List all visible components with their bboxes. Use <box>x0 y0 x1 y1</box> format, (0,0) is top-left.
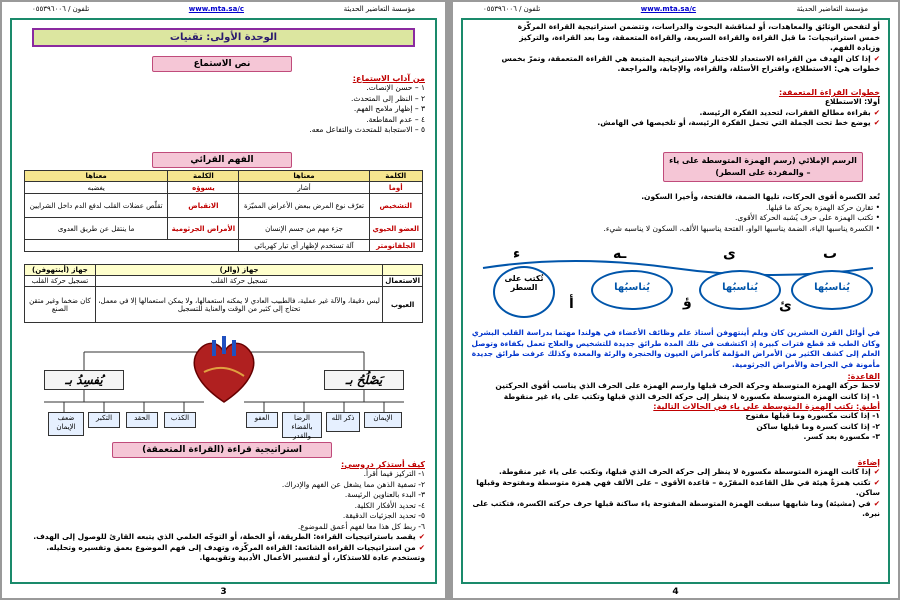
rule-line: لاحظ حركة الهمزة المتوسطة وحركة الحرف قبلها وارسم الهمزة على الحرف الذي يناسب أقوى الحركتين <box>495 381 880 390</box>
spelling-point: • تقارن حركة الهمزة بحركة ما قبلها. <box>765 202 880 212</box>
intro-line: أو لتفحص الوثائق والمعاهدات، أو لمناقشة البحوث والدراسات، وتتضمن استراتيجية القراءة المركّزة <box>517 22 880 31</box>
compare-header: جهاز (أينتهوفن) <box>25 265 96 276</box>
intro-line: خطوات هي: الاستطلاع، واقتراح الأسئلة، والقراءة، والإجابة، والمراجعة. <box>617 64 880 73</box>
check-arrow-icon: ✔ <box>873 467 880 476</box>
etiquette-3: ٣ – إظهار ملامح الفهم. <box>353 104 425 113</box>
diagram-right-label: يَصْلُحُ بـ <box>324 370 404 390</box>
hamza-diagram <box>473 246 878 326</box>
study-step-3: ٣- البدء بالعناوين الرئيسة. <box>344 490 425 499</box>
check-arrow-icon: ✔ <box>873 107 880 117</box>
spelling-title: الرسم الإملائي (رسم الهمزة المتوسطة على ياء – والمفردة على السطر) <box>663 152 863 182</box>
step-item-text: يوضع خط تحت الجملة التي تحمل الفكرة الرئيسة، أو تلخيصها في الهامش. <box>597 118 871 127</box>
vocab-table-wrap <box>24 170 423 252</box>
unit-title: الوحدة الأولى: تقنيات <box>32 28 415 47</box>
study-heading: كيف أستذكر دروسي: <box>341 460 425 469</box>
page-4 <box>453 2 898 598</box>
page-number: 4 <box>672 587 679 597</box>
header-phone: تلفون / ٠٥٥٣٩٦٠٠٦ <box>483 5 541 13</box>
page-header <box>32 5 415 16</box>
vocab-header: الكلمة <box>369 171 423 182</box>
header-phone: تلفون / ٠٥٥٣٩٦٠٠٦ <box>32 5 90 13</box>
rule-line: ١- إذا كانت الهمزة المتوسطة مكسورة لا ينظر إلى حركة الحرف الذي قبلها وتكتب على ياء غير منقوطة <box>503 391 880 401</box>
etiquette-2: ٢ – النظر إلى المتحدث. <box>350 93 425 103</box>
para-line: في أوائل القرن العشرين كان ويلم أينتهوفن أستاذ علم وظائف الأعضاء في هولندا مهتما بدراسة القلب البشري <box>471 328 880 337</box>
step-item <box>470 118 880 129</box>
listening-title: نص الاستماع <box>152 56 292 72</box>
para-line: وكان الطب قد قطع فترات كبيرة إذ اكتشفت في تلك المدة طرائق جديدة للتشخيص والعلاج تعمل بكفاءة وتوصل <box>471 338 880 348</box>
vocab-cell: تعرّف نوع المرض ببعض الأعراض المميّزة <box>239 194 369 218</box>
note-line <box>25 553 425 564</box>
bottom-letter: ئ <box>779 298 792 314</box>
intro-line: وزيادة الفهم. <box>830 43 880 52</box>
diagram-left-item: التكبر <box>88 412 120 428</box>
compare-cell: تسجيل حركة القلب <box>95 276 382 287</box>
header-website[interactable]: www.mta.sa/c <box>640 5 697 13</box>
extra-item <box>470 499 880 520</box>
extra-item-text: إذا كانت الهمزة المتوسطة مكسورة لا ينظر إلى حركة الحرف الذي قبلها، وتكتب على ياء غير منقوطة. <box>499 467 871 476</box>
check-arrow-icon: ✔ <box>873 53 880 63</box>
apply-item: ١- إذا كانت مكسورة وما قبلها مفتوح <box>745 411 880 420</box>
study-step-5: ٥- تحديد الجزئيات الدقيقة. <box>342 511 425 520</box>
etiquette-heading: من آداب الاستماع: <box>352 74 425 83</box>
intro-text: إذا كان الهدف من القراءة الاستعداد للاختبار فالاستراتيجية المتبعة هي القراءة المتعمقة، وتمرّ بخمس <box>501 53 871 63</box>
vocab-cell: التشخيص <box>369 194 423 218</box>
compare-cell: تسجيل حركة القلب <box>25 276 96 287</box>
step-item-text: بقراءة مطالع الفقرات، لتحديد الفكرة الرئيسة. <box>699 107 871 117</box>
page-header <box>483 5 868 16</box>
diagram-left-label: يُفسِدُ بـ <box>44 370 124 390</box>
header-company: مؤسسة التعاضير الحديثة <box>796 5 868 13</box>
note-text: وتستخدم عادة للاستذكار، أو لتفسير الأعمال الأدبية وتقويمها. <box>199 553 425 562</box>
header-company: مؤسسة التعاضير الحديثة <box>343 5 415 13</box>
step-1: أولا: الاستطلاع <box>824 97 880 106</box>
note-line <box>25 532 425 543</box>
top-letter: ى <box>723 246 736 262</box>
etiquette-section <box>25 74 425 136</box>
vocab-cell: يسوؤه <box>168 182 239 194</box>
step-item <box>470 108 880 119</box>
vocab-cell: ما ينتقل عن طريق العدوى <box>25 218 168 240</box>
extra-item <box>470 467 880 478</box>
diagram-left-item: ضعف الإيمان <box>48 412 84 436</box>
para-line: مأمونة في الجراحة والأمراض الجرثومية. <box>732 359 880 369</box>
diagram-left-item: الكذب <box>164 412 196 428</box>
compare-header: جهاز (والر) <box>95 265 382 276</box>
spelling-intro: تُعد الكسرة أقوى الحركات، تليها الضمة، فالفتحة، وأخيرا السكون. <box>641 192 880 201</box>
etiquette-1: ١ – حسن الإنصات. <box>366 83 425 92</box>
intro-line <box>470 54 880 65</box>
page-number: 3 <box>220 587 227 597</box>
check-arrow-icon: ✔ <box>418 542 425 552</box>
heart-icon <box>184 332 264 410</box>
diagram-right-item: الرضا بالقضاء والقدر <box>282 412 322 438</box>
study-section <box>25 460 425 564</box>
note-text: من استراتيجيات القراءة الشائعة: القراءة المركّزة، وتهدف إلى فهم الموضوع بعمق وتفسيره وتحليله. <box>46 542 416 552</box>
compare-cell: ليس دقيقا، والآلة غير عملية، فالطبيب العادي لا يمكنه استعمالها، ولا يمكن استعمالها إلا في معمل، تحتاج إلى كثير من الوقت والعناية للتسجيل <box>95 287 382 323</box>
etiquette-4: ٤ – عدم المقاطعة. <box>366 114 425 124</box>
steps-section <box>470 88 880 129</box>
header-website[interactable]: www.mta.sa/c <box>188 5 245 13</box>
spelling-point: • الكسرة يناسبها الياء، الضمة يناسبها الواو، الفتحة يناسبها الألف، السكون لا يناسبه شيء. <box>603 223 880 233</box>
check-arrow-icon: ✔ <box>418 532 425 541</box>
study-step-1: ١- التركيز فيما أقرأ. <box>363 469 425 478</box>
diagram-right-item: العفو <box>246 412 278 428</box>
vocab-cell: تقلّص عضلات القلب لدفع الدم داخل الشرايين <box>25 194 168 218</box>
study-step-4: ٤- تحديد الأفكار الكلية. <box>354 500 425 510</box>
spelling-point-text: الكسرة يناسبها الياء، الضمة يناسبها الواو، الفتحة يناسبها الألف، السكون لا يناسبه شيء. <box>603 223 874 233</box>
spelling-point-text: تقارن حركة الهمزة بحركة ما قبلها. <box>765 202 874 212</box>
vocab-cell: جزء مهم من جسم الإنسان <box>239 218 369 240</box>
diagram-right-item: الإيمان <box>364 412 402 428</box>
vocab-cell: الأمراض الجرثومية <box>168 218 239 240</box>
vocab-cell: آلة تستخدم لإظهار أي تيار كهربائي <box>239 240 369 252</box>
vocab-header: معناها <box>239 171 369 182</box>
study-step-6: ٦- ربط كل هذا معا لفهم أعمق للموضوع. <box>297 521 425 531</box>
reading-paragraph <box>470 328 880 370</box>
note-line <box>25 543 425 554</box>
extra-section <box>470 458 880 520</box>
rule-section <box>470 372 880 443</box>
etiquette-5: ٥ – الاستجابة للمتحدث والتفاعل معه. <box>309 125 425 134</box>
check-arrow-icon: ✔ <box>873 477 880 487</box>
heart-diagram <box>24 332 424 442</box>
spelling-point-text: تكتب الهمزة على حرف يُشبه الحركة الأقوى. <box>734 213 874 222</box>
page-3 <box>2 2 445 598</box>
vocab-cell: أشار <box>239 182 369 194</box>
note-text: يقصد باستراتيجيات القراءة: الطريقة، أو الخطة، أو التوجّه العلمي الذي يتبعه القارئ للوصول إلى الهدف. <box>33 532 416 541</box>
vocab-cell: الجلفانومتر <box>369 240 423 252</box>
vocab-header: الكلمة <box>168 171 239 182</box>
vocab-header: معناها <box>25 171 168 182</box>
steps-heading: خطوات القراءة المتعمقة: <box>778 88 880 97</box>
vocab-cell: الانقباض <box>168 194 239 218</box>
vocab-cell-empty <box>25 240 239 252</box>
intro-line: خمس استراتيجيات: ما قبل القراءة والقراءة السريعة، والقراءة المتعمقة، وما بعد القراءة، والتركيز <box>519 32 880 42</box>
vocab-cell: يغضبه <box>25 182 168 194</box>
diagram-left-item: الحقد <box>126 412 158 428</box>
bottom-letter: أ <box>569 296 574 312</box>
spelling-rules <box>470 192 880 234</box>
para-line: العلم إلى كشف الكثير من الأمراض المؤلمة كأمراض العيون والحنجرة والرئة والمعدة وكذلك عرفت طرائق جديدة <box>471 349 880 358</box>
check-arrow-icon: ✔ <box>873 118 880 127</box>
bottom-letter: ؤ <box>683 294 692 310</box>
diagram-right-item: ذكر الله <box>326 412 360 432</box>
vocab-table <box>24 170 423 252</box>
comprehension-title: الفهم القرائي <box>152 152 292 168</box>
compare-cell: العيوب <box>383 287 423 323</box>
vocab-cell: العضو الحيوي <box>369 218 423 240</box>
apply-heading: أطبق: تكتب الهمزة المتوسطة على ياء في الحالات التالية: <box>653 402 880 411</box>
top-letter: ء <box>513 246 521 262</box>
compare-cell: الاستعمال <box>383 276 423 287</box>
extra-heading: إضاءة <box>857 458 880 467</box>
spelling-point: • تكتب الهمزة على حرف يُشبه الحركة الأقوى. <box>734 213 880 222</box>
circle-suits: يُناسبُها <box>791 270 873 310</box>
strategy-title: استراتيجية قراءة (القراءة المتعمقة) <box>112 442 332 458</box>
apply-item: ٢- إذا كانت كسرة وما قبلها ساكن <box>756 421 880 431</box>
top-letter: ٮ <box>823 246 838 262</box>
circle-suits: يُناسبُها <box>591 270 673 310</box>
circle-suits: يُناسبُها <box>699 270 781 310</box>
extra-item-text: تكتب همزةٌ هيئة في ظل القاعدة المقرّرة – قاعدة الأقوى – على الألف فهي همزة متوسطة ومفتوحة وقبلها ساكن. <box>476 477 880 497</box>
rule-heading: القاعدة: <box>847 372 880 381</box>
extra-item <box>470 478 880 499</box>
check-arrow-icon: ✔ <box>873 498 880 508</box>
compare-cell: كان ضخما وغير متقن الصنع <box>25 287 96 323</box>
intro-section <box>470 22 880 75</box>
compare-header <box>383 265 423 276</box>
compare-table-wrap <box>24 264 423 323</box>
extra-item-text: في (مشيئة) وما شابهها سبقت الهمزة المتوسطة المفتوحة ياء ساكنة قبلها حرف حركته الكسرة، فتكتب على نبرة. <box>472 498 880 518</box>
apply-item: ٣- مكسورة بعد كسر. <box>803 432 880 441</box>
circle-on-line: تُكتب على السطر <box>493 266 555 318</box>
study-step-2: ٢- تصفية الذهن مما يشغل عن الفهم والإدراك. <box>281 479 425 489</box>
top-letter: ـه <box>613 246 627 262</box>
compare-table <box>24 264 423 323</box>
vocab-cell: أوما <box>369 182 423 194</box>
